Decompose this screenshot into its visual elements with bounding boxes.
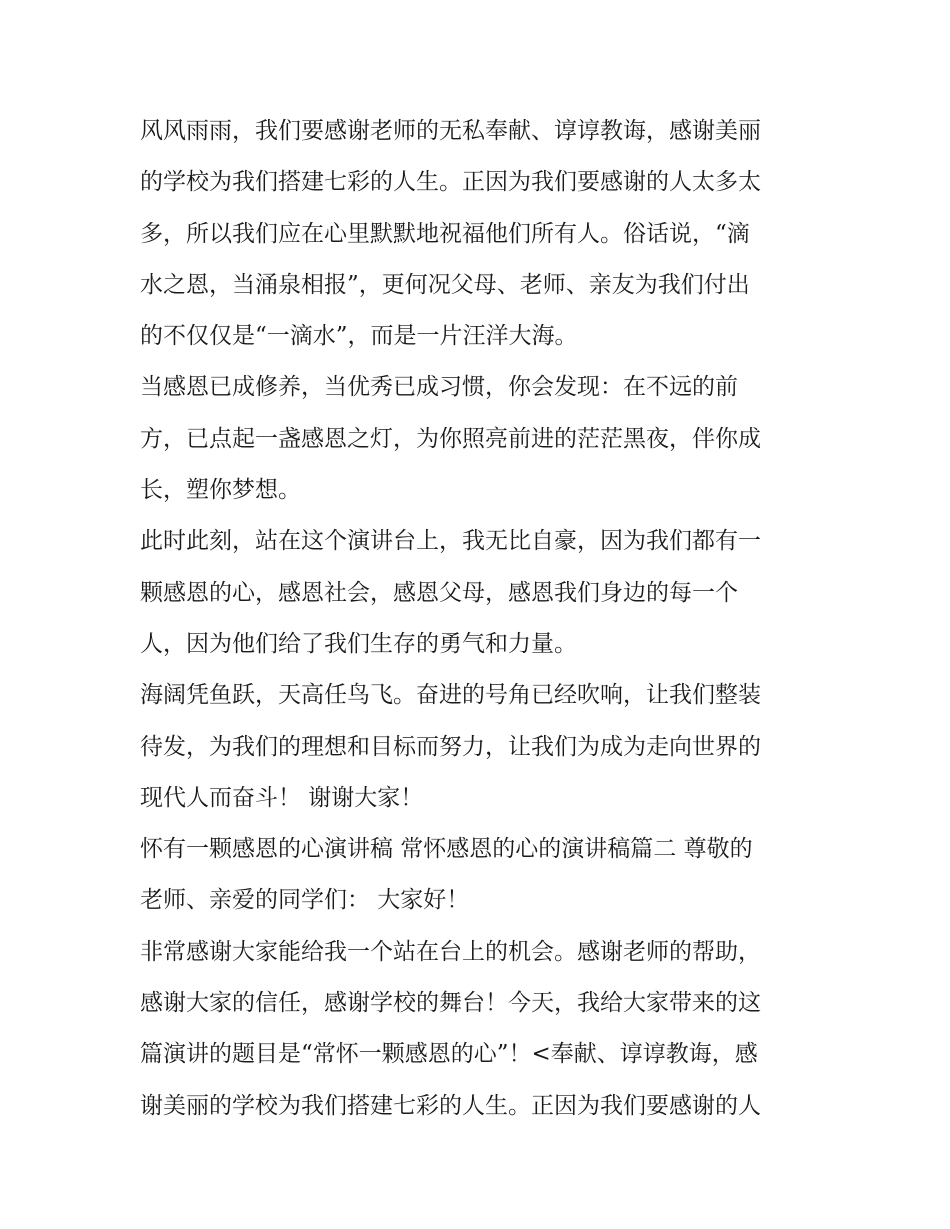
body-text bbox=[140, 106, 820, 1132]
text-line: 颗感恩的心，感恩社会，感恩父母，感恩我们身边的每一个 bbox=[140, 579, 738, 606]
text-line: 待发，为我们的理想和目标而努力，让我们为成为走向世界的 bbox=[140, 733, 761, 760]
text-line: 人，因为他们给了我们生存的勇气和力量。 bbox=[140, 630, 577, 657]
text-line: 现代人而奋斗！ 谢谢大家！ bbox=[140, 784, 424, 811]
text-line: 多，所以我们应在心里默默地祝福他们所有人。俗话说，“滴 bbox=[140, 220, 750, 247]
text-line: 怀有一颗感恩的心演讲稿 常怀感恩的心的演讲稿篇二 尊敬的 bbox=[140, 836, 753, 863]
text-line: 老师、亲爱的同学们： 大家好！ bbox=[140, 887, 470, 914]
text-line: 风风雨雨，我们要感谢老师的无私奉献、谆谆教诲，感谢美丽 bbox=[140, 118, 761, 144]
text-line: 海阔凭鱼跃，天高任鸟飞。奋进的号角已经吹响，让我们整装 bbox=[140, 682, 761, 709]
text-line: 谢美丽的学校为我们搭建七彩的人生。正因为我们要感谢的人 bbox=[140, 1092, 761, 1119]
text-line: 水之恩，当涌泉相报”，更何况父母、老师、亲友为我们付出 bbox=[140, 271, 750, 298]
text-line: 的学校为我们搭建七彩的人生。正因为我们要感谢的人太多太 bbox=[140, 169, 761, 196]
text-line: 的不仅仅是“一滴水”，而是一片汪洋大海。 bbox=[140, 323, 578, 350]
text-line: 此时此刻，站在这个演讲台上，我无比自豪，因为我们都有一 bbox=[140, 528, 761, 555]
text-line: 篇演讲的题目是“常怀一颗感恩的心”！<奉献、谆谆教诲，感 bbox=[140, 1041, 758, 1068]
text-line: 感谢大家的信任，感谢学校的舞台！今天，我给大家带来的这 bbox=[140, 990, 761, 1017]
text-line: 非常感谢大家能给我一个站在台上的机会。感谢老师的帮助， bbox=[140, 938, 761, 965]
text-line: 方，已点起一盏感恩之灯，为你照亮前进的茫茫黑夜，伴你成 bbox=[140, 425, 761, 452]
text-line: 长，塑你梦想。 bbox=[140, 477, 301, 504]
text-line: 当感恩已成修养，当优秀已成习惯，你会发现：在不远的前 bbox=[140, 374, 738, 401]
